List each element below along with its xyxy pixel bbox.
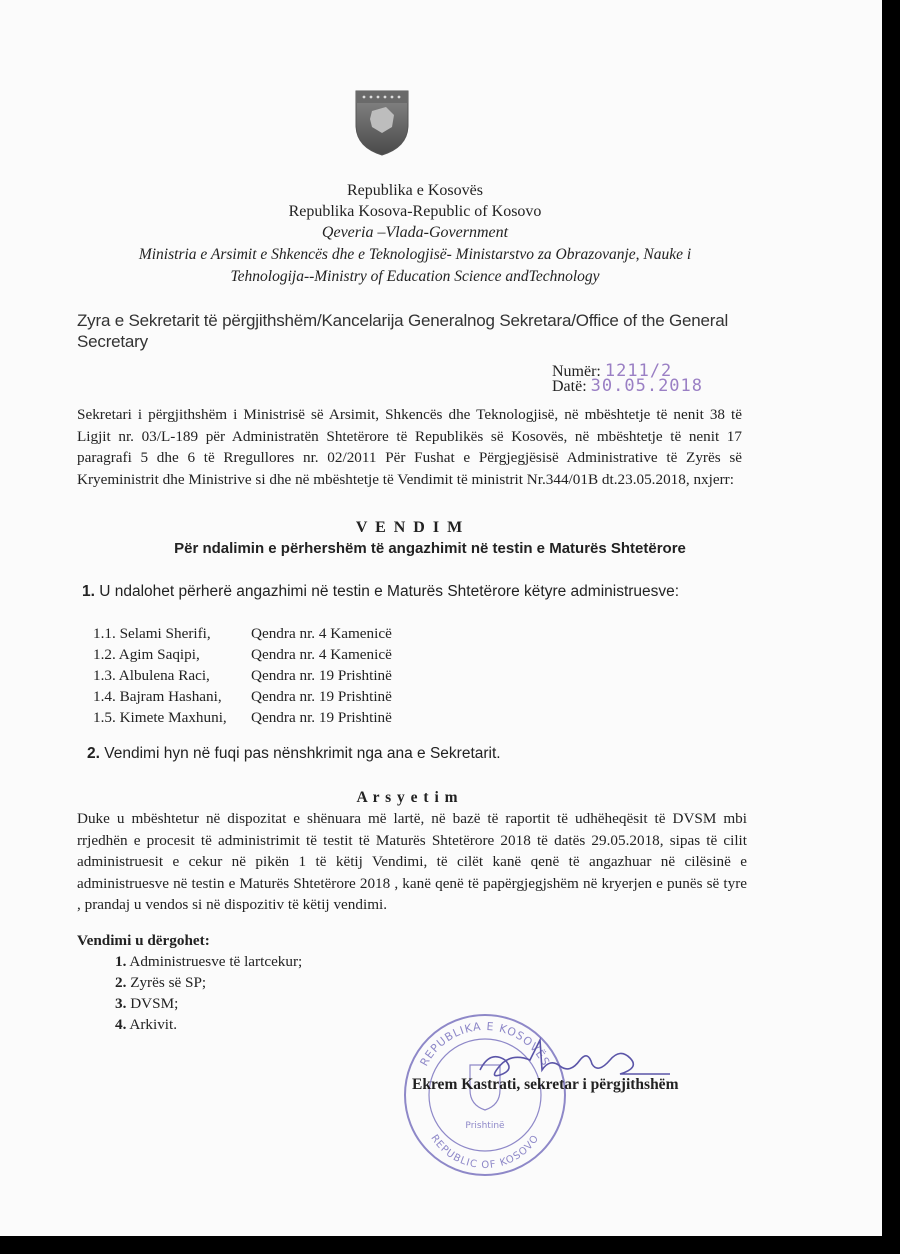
date-value: 30.05.2018 [590,376,704,396]
list-item [115,1016,177,1034]
person-name: Agim Saqipi, [118,646,200,663]
item-number: 1. [115,953,127,970]
item-number: 4. [115,1016,127,1033]
kosovo-coat-of-arms-icon [352,87,412,157]
center-name: Qendra nr. 19 Prishtinë [251,709,392,726]
header-ministry-cont: Tehnologija--Ministry of Education Science andTechnology [230,268,600,285]
list-item [93,625,211,643]
point-2-number: 2. [87,745,100,762]
header-republic-multilang: Republika Kosova-Republic of Kosovo [288,203,542,220]
document-date [552,376,703,396]
point-2-text: Vendimi hyn në fuqi pas nënshkrimit nga ana e Sekretarit. [104,745,501,762]
list-item [115,995,178,1013]
reasoning-text: Duke u mbështetur në dispozitat e shënuara më lartë, në bazë të raportit të udhëheqësit të DVSM mbi rrjedhën e procesit të administrimit të testit të Maturës Shtetërore 2018 të datës 29.05.2018, sipas të cilit administruesit e cekur në pikën 1 të këtij Vendimi, të cilët kanë qenë të angazhuar në cilësinë e administruesve në testin e Maturës Shtetërore 2018 , kanë qenë të papërgjegjshëm në kryerjen e punës së tyre , prandaj u vendos si në dispozitiv të këtij vendimi. [77,810,747,913]
center-name: Qendra nr. 19 Prishtinë [251,667,392,684]
decision-subheading: Për ndalimin e përhershëm të angazhimit në testin e Maturës Shtetërore [174,540,686,557]
list-item [115,953,302,971]
list-item [93,667,210,685]
signatory-name: Ekrem Kastrati, sekretar i përgjithshëm [412,1076,679,1093]
decision-heading: V E N D I M [355,519,465,536]
stamp-top-text: REPUBLIKA E KOSOVËS [417,1019,553,1069]
item-text: Arkivit. [129,1016,178,1033]
item-text: Administruesve të lartcekur; [129,953,303,970]
reasoning-heading: A r s y e t i m [356,789,459,806]
list-item [93,709,227,727]
person-name: Albulena Raci, [118,667,210,684]
item-text: DVSM; [130,995,179,1012]
number-value: 1211/2 [604,361,673,381]
point-1 [82,583,679,601]
center-name: Qendra nr. 4 Kamenicë [251,625,392,642]
date-label: Datë: [552,378,587,395]
header-government: Qeveria –Vlada-Government [321,224,509,241]
person-name: Kimete Maxhuni, [119,709,227,726]
center-name: Qendra nr. 19 Prishtinë [251,688,392,705]
list-item [93,688,222,706]
item-text: Zyrës së SP; [130,974,207,991]
list-item [115,974,206,992]
item-number: 1.4. [93,688,116,705]
item-number: 3. [115,995,127,1012]
point-2 [87,745,501,763]
item-number: 1.3. [93,667,116,684]
person-name: Bajram Hashani, [119,688,222,705]
number-label: Numër: [552,363,601,380]
point-1-text: U ndalohet përherë angazhimi në testin e Maturës Shtetërore këtyre administruesve: [99,583,680,600]
header-ministry: Ministria e Arsimit e Shkencës dhe e Teknologjisë- Ministarstvo za Obrazovanje, Nauke i [138,246,692,263]
stamp-city: Prishtinë [465,1121,505,1131]
preamble-text: Sekretari i përgjithshëm i Ministrisë së Arsimit, Shkencës dhe Teknologjisë, në mbështetje të nenit 38 të Ligjit nr. 03/L-189 për Administratën Shtetërore të Republikës së Kosovës, në mbështetje të nenit 17 paragrafi 5 dhe 6 të Rregullores nr. 02/2011 Për Fushat e Përgjegjësisë Administrative të Zyrës së Kryeministrit dhe Ministrive si dhe në mbështetje të Vendimit të ministrit Nr.344/01B dt.23.05.2018, nxjerr: [77,406,742,488]
item-number: 2. [115,974,127,991]
stamp-bottom-text: REPUBLIC OF KOSOVO [428,1132,542,1172]
item-number: 1.5. [93,709,116,726]
item-number: 1.1. [93,625,116,642]
office-name: Zyra e Sekretarit të përgjithshëm/Kancelarija Generalnog Sekretara/Office of the General Secretary [77,311,729,351]
center-name: Qendra nr. 4 Kamenicë [251,646,392,663]
distribution-heading: Vendimi u dërgohet: [77,932,210,949]
list-item [93,646,200,664]
point-1-number: 1. [82,583,95,600]
item-number: 1.2. [93,646,116,663]
person-name: Selami Sherifi, [119,625,211,642]
header-republic: Republika e Kosovës [347,182,483,199]
